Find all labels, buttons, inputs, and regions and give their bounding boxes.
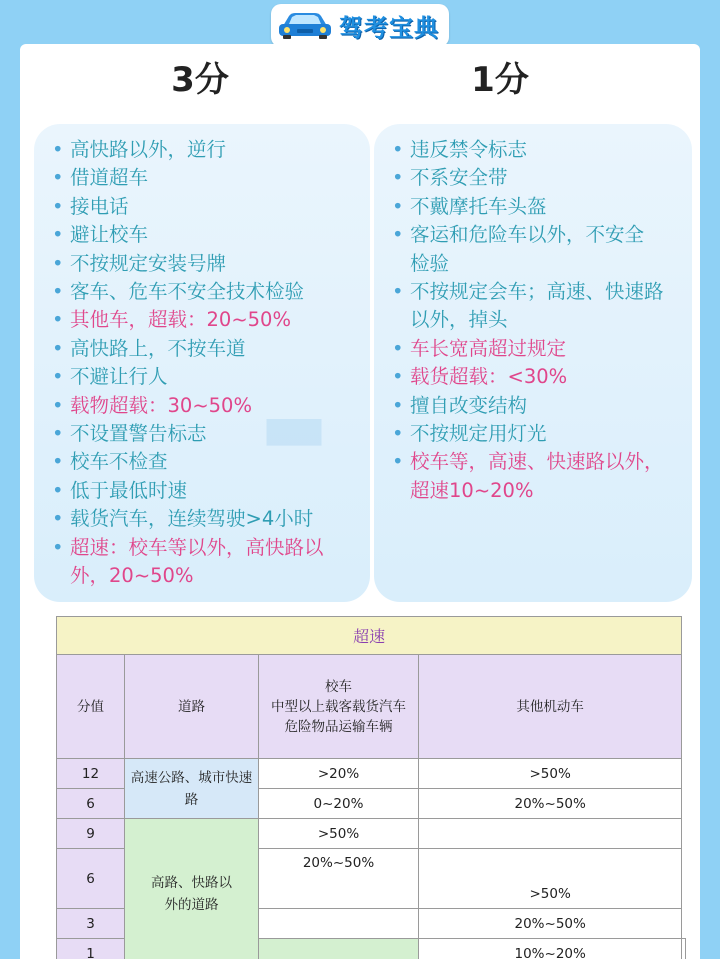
header-school-line-1: 校车 (325, 678, 352, 695)
left-list-item: • 借道超车 (50, 164, 356, 192)
road-cell-filler (259, 939, 419, 959)
left-list-item: • 不设置警告标志 (50, 420, 356, 448)
left-list-item: 外，20~50% (70, 564, 194, 588)
right-list-item: • 载货超载：<30% (390, 363, 678, 391)
school-cell: >20% (259, 759, 419, 789)
other-cell: >50% (419, 759, 682, 789)
left-list-item: • 载物超载：30~50% (50, 392, 356, 420)
score-cell: 6 (57, 849, 125, 909)
right-list-item: • 不按规定用灯光 (390, 420, 678, 448)
left-list-item: • 其他车，超载：20~50% (50, 306, 356, 334)
road-cell-highway: 高速公路、城市快速路 (125, 759, 259, 819)
other-cell: 20%~50% (419, 789, 682, 819)
right-list-item: 以外，掉头 (410, 308, 508, 332)
header-road: 道路 (125, 655, 259, 759)
header-school-bus (259, 655, 419, 759)
left-list-item: • 高快路以外，逆行 (50, 136, 356, 164)
one-point-list (390, 136, 678, 505)
table-title: 超速 (57, 617, 682, 655)
one-point-panel (374, 124, 692, 602)
school-cell (259, 909, 419, 939)
left-list-item: • 校车不检查 (50, 448, 356, 476)
other-cell (682, 939, 686, 959)
right-list-item: • 客运和危险车以外，不安全 (390, 221, 678, 249)
score-cell: 9 (57, 819, 125, 849)
left-list-item: • 接电话 (50, 193, 356, 221)
right-list-item: • 校车等，高速、快速路以外， (390, 448, 678, 476)
left-list-item: • 客车、危车不安全技术检验 (50, 278, 356, 306)
right-list-item: • 不戴摩托车头盔 (390, 193, 678, 221)
right-list-item: • 擅自改变结构 (390, 392, 678, 420)
left-list-item: • 载货汽车，连续驾驶>4小时 (50, 505, 356, 533)
left-list-item: • 低于最低时速 (50, 477, 356, 505)
other-cell: >50% (419, 849, 682, 909)
school-cell: 0~20% (259, 789, 419, 819)
right-list-item: • 违反禁令标志 (390, 136, 678, 164)
car-icon (277, 10, 333, 40)
score-cell: 12 (57, 759, 125, 789)
school-cell: 20%~50% (259, 849, 419, 909)
score-cell: 1 (57, 939, 125, 959)
other-cell (419, 819, 682, 849)
content-card (20, 44, 700, 959)
header (0, 0, 720, 50)
school-cell: 10%~20% (419, 939, 682, 959)
right-column-title: 1分 (471, 60, 529, 100)
brand-name: 驾考宝典 (339, 13, 439, 42)
left-list-item: • 避让校车 (50, 221, 356, 249)
left-list-item: • 高快路上，不按车道 (50, 335, 356, 363)
speeding-table (56, 616, 686, 959)
road-cell-other: 高路、快路以外的道路 (125, 819, 259, 959)
left-list-item: • 不按规定安装号牌 (50, 250, 356, 278)
brand-logo (271, 4, 449, 47)
right-list-item: • 车长宽高超过规定 (390, 335, 678, 363)
table-row (57, 819, 686, 849)
three-point-panel (34, 124, 370, 602)
score-cell: 3 (57, 909, 125, 939)
score-cell: 6 (57, 789, 125, 819)
right-list-item: 检验 (410, 251, 450, 275)
header-other: 其他机动车 (419, 655, 682, 759)
left-column-title: 3分 (171, 60, 229, 100)
right-list-item: 超速10~20% (410, 478, 534, 502)
header-school-line-3: 危险物品运输车辆 (284, 718, 393, 735)
header-school-line-2: 中型以上载客载货汽车 (271, 698, 406, 715)
table-row (57, 759, 686, 789)
watermark-car-icon: ▬ (260, 384, 329, 468)
left-list-item: • 不避让行人 (50, 363, 356, 391)
right-list-item: • 不按规定会车；高速、快速路 (390, 278, 678, 306)
other-cell: 20%~50% (419, 909, 682, 939)
school-cell: >50% (259, 819, 419, 849)
three-point-list (50, 136, 356, 591)
right-list-item: • 不系安全带 (390, 164, 678, 192)
left-list-item: • 超速：校车等以外，高快路以 (50, 534, 356, 562)
header-score: 分值 (57, 655, 125, 759)
